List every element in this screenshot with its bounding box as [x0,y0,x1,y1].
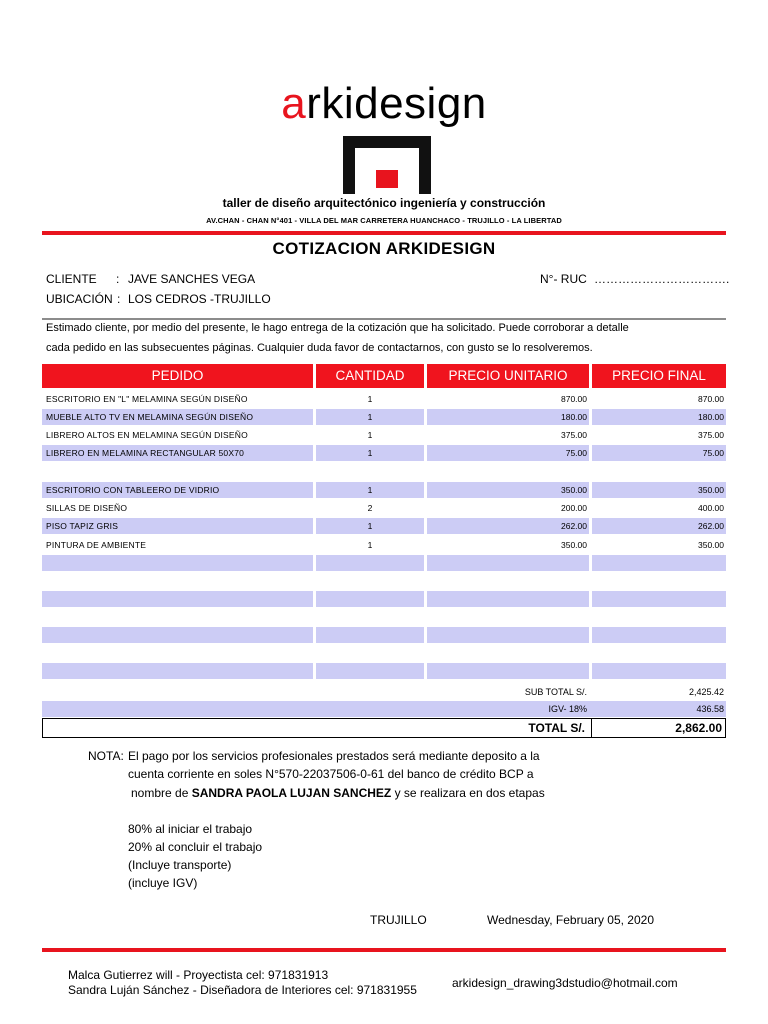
empty-cell [42,555,313,571]
cell-cantidad: 1 [316,409,424,425]
note-igv: (incluye IGV) [128,876,198,890]
ubicacion-sep: : [117,292,121,306]
cliente-value: JAVE SANCHES VEGA [128,272,256,286]
total-value: 2,862.00 [675,721,722,735]
empty-cell [42,663,313,679]
ruc-value: ……………………………. [594,272,730,286]
date: Wednesday, February 05, 2020 [487,913,654,927]
cell-cantidad [316,463,424,479]
empty-cell [316,627,424,643]
account-holder-name: SANDRA PAOLA LUJAN SANCHEZ [191,786,392,800]
cell-unitario [427,463,589,479]
cell-cantidad: 2 [367,503,373,513]
total-label: TOTAL S/. [528,721,585,735]
contact-email[interactable]: arkidesign_drawing3dstudio@hotmail.com [452,976,678,990]
payment-stage-2: 20% al concluir el trabajo [128,840,263,854]
cell-final: 350.00 [592,482,726,498]
cell-final: 400.00 [698,503,724,513]
document-title: COTIZACION ARKIDESIGN [272,239,496,258]
company-address: AV.CHAN - CHAN N°401 - VILLA DEL MAR CARRETERA HUANCHACO - TRUJILLO - LA LIBERTAD [206,216,562,225]
intro-line-1: Estimado cliente, por medio del presente, le hago entrega de la cotización que ha solicitado. Puede corroborar a detalle [46,322,629,334]
company-tagline: taller de diseño arquitectónico ingeniería y construcción [222,196,546,210]
nota-line-2: cuenta corriente en soles N°570-22037506-0-61 del banco de crédito BCP a [128,767,534,781]
cell-cantidad: 1 [367,430,373,440]
place: TRUJILLO [370,913,427,927]
cell-final: 870.00 [698,394,724,404]
cell-pedido: ESCRITORIO CON TABLEERO DE VIDRIO [42,482,313,498]
cell-pedido: SILLAS DE DISEÑO [46,503,128,513]
nota-line-1: El pago por los servicios profesionales prestados será mediante deposito a la [128,749,540,763]
intro-line-2: cada pedido en las subsecuentes páginas. Cualquier duda favor de contactarnos, con gusto se lo resolveremos. [46,342,593,354]
cell-unitario: 375.00 [561,430,587,440]
empty-cell [316,555,424,571]
nota-label: NOTA: [88,749,124,763]
empty-cell [592,555,726,571]
header-precio-unitario: PRECIO UNITARIO [427,364,589,388]
empty-cell [427,627,589,643]
nota-line-3-pre: nombre de [131,786,192,800]
cell-unitario: 200.00 [561,503,587,513]
cell-final: 180.00 [592,409,726,425]
header-divider [42,231,726,235]
subtotal-label: SUB TOTAL S/. [524,687,587,697]
contact-1: Malca Gutierrez will - Proyectista cel: 971831913 [68,968,329,982]
cell-final: 350.00 [698,540,724,550]
cell-final [592,463,726,479]
nota-line-3-post: y se realizara en dos etapas [391,786,545,800]
cell-unitario: 180.00 [427,409,589,425]
empty-cell [592,627,726,643]
cell-pedido: LIBRERO EN MELAMINA RECTANGULAR 50X70 [42,445,313,461]
cell-cantidad: 1 [367,540,373,550]
header-cantidad: CANTIDAD [316,364,424,388]
empty-cell [427,663,589,679]
cell-cantidad: 1 [316,482,424,498]
payment-stage-1: 80% al iniciar el trabajo [128,822,253,836]
footer-divider [42,948,726,952]
cell-pedido: PISO TAPIZ GRIS [42,518,313,534]
empty-cell [427,591,589,607]
cell-pedido: LIBRERO ALTOS EN MELAMINA SEGÚN DISEÑO [46,430,248,440]
logo-letters: rkidesign [306,79,487,128]
ruc-label: N°- RUC [540,272,587,286]
ubicacion-label: UBICACIÓN [46,292,113,306]
note-transporte: (Incluye transporte) [128,858,232,872]
header-pedido: PEDIDO [42,364,313,388]
cell-final: 262.00 [592,518,726,534]
cell-unitario: 350.00 [561,540,587,550]
ubicacion-value: LOS CEDROS -TRUJILLO [128,292,271,306]
empty-cell [316,663,424,679]
empty-cell [592,663,726,679]
igv-value: 436.58 [696,704,724,714]
logo-letter-a: a [281,79,307,128]
section-divider [42,318,726,320]
cell-unitario: 870.00 [561,394,587,404]
logo-wordmark [0,78,768,130]
igv-label: IGV- 18% [548,704,587,714]
cell-pedido: ESCRITORIO EN "L" MELAMINA SEGÚN DISEÑO [46,394,248,404]
cliente-label: CLIENTE [46,272,97,286]
logo-mark-icon [343,136,431,194]
cell-final: 75.00 [592,445,726,461]
cell-cantidad: 1 [316,518,424,534]
cell-cantidad: 1 [316,445,424,461]
cell-pedido [42,463,313,479]
cell-unitario: 350.00 [427,482,589,498]
cell-pedido: MUEBLE ALTO TV EN MELAMINA SEGÚN DISEÑO [42,409,313,425]
nota-line-3 [131,786,545,800]
cell-unitario: 75.00 [427,445,589,461]
empty-cell [592,591,726,607]
cliente-sep: : [116,272,120,286]
empty-cell [316,591,424,607]
cell-cantidad: 1 [367,394,373,404]
header-precio-final: PRECIO FINAL [592,364,726,388]
empty-cell [42,591,313,607]
subtotal-value: 2,425.42 [688,687,724,697]
cell-pedido: PINTURA DE AMBIENTE [46,540,147,550]
cell-unitario: 262.00 [427,518,589,534]
cell-final: 375.00 [698,430,724,440]
empty-cell [42,627,313,643]
contact-2: Sandra Luján Sánchez - Diseñadora de Interiores cel: 971831955 [68,983,417,997]
empty-cell [427,555,589,571]
